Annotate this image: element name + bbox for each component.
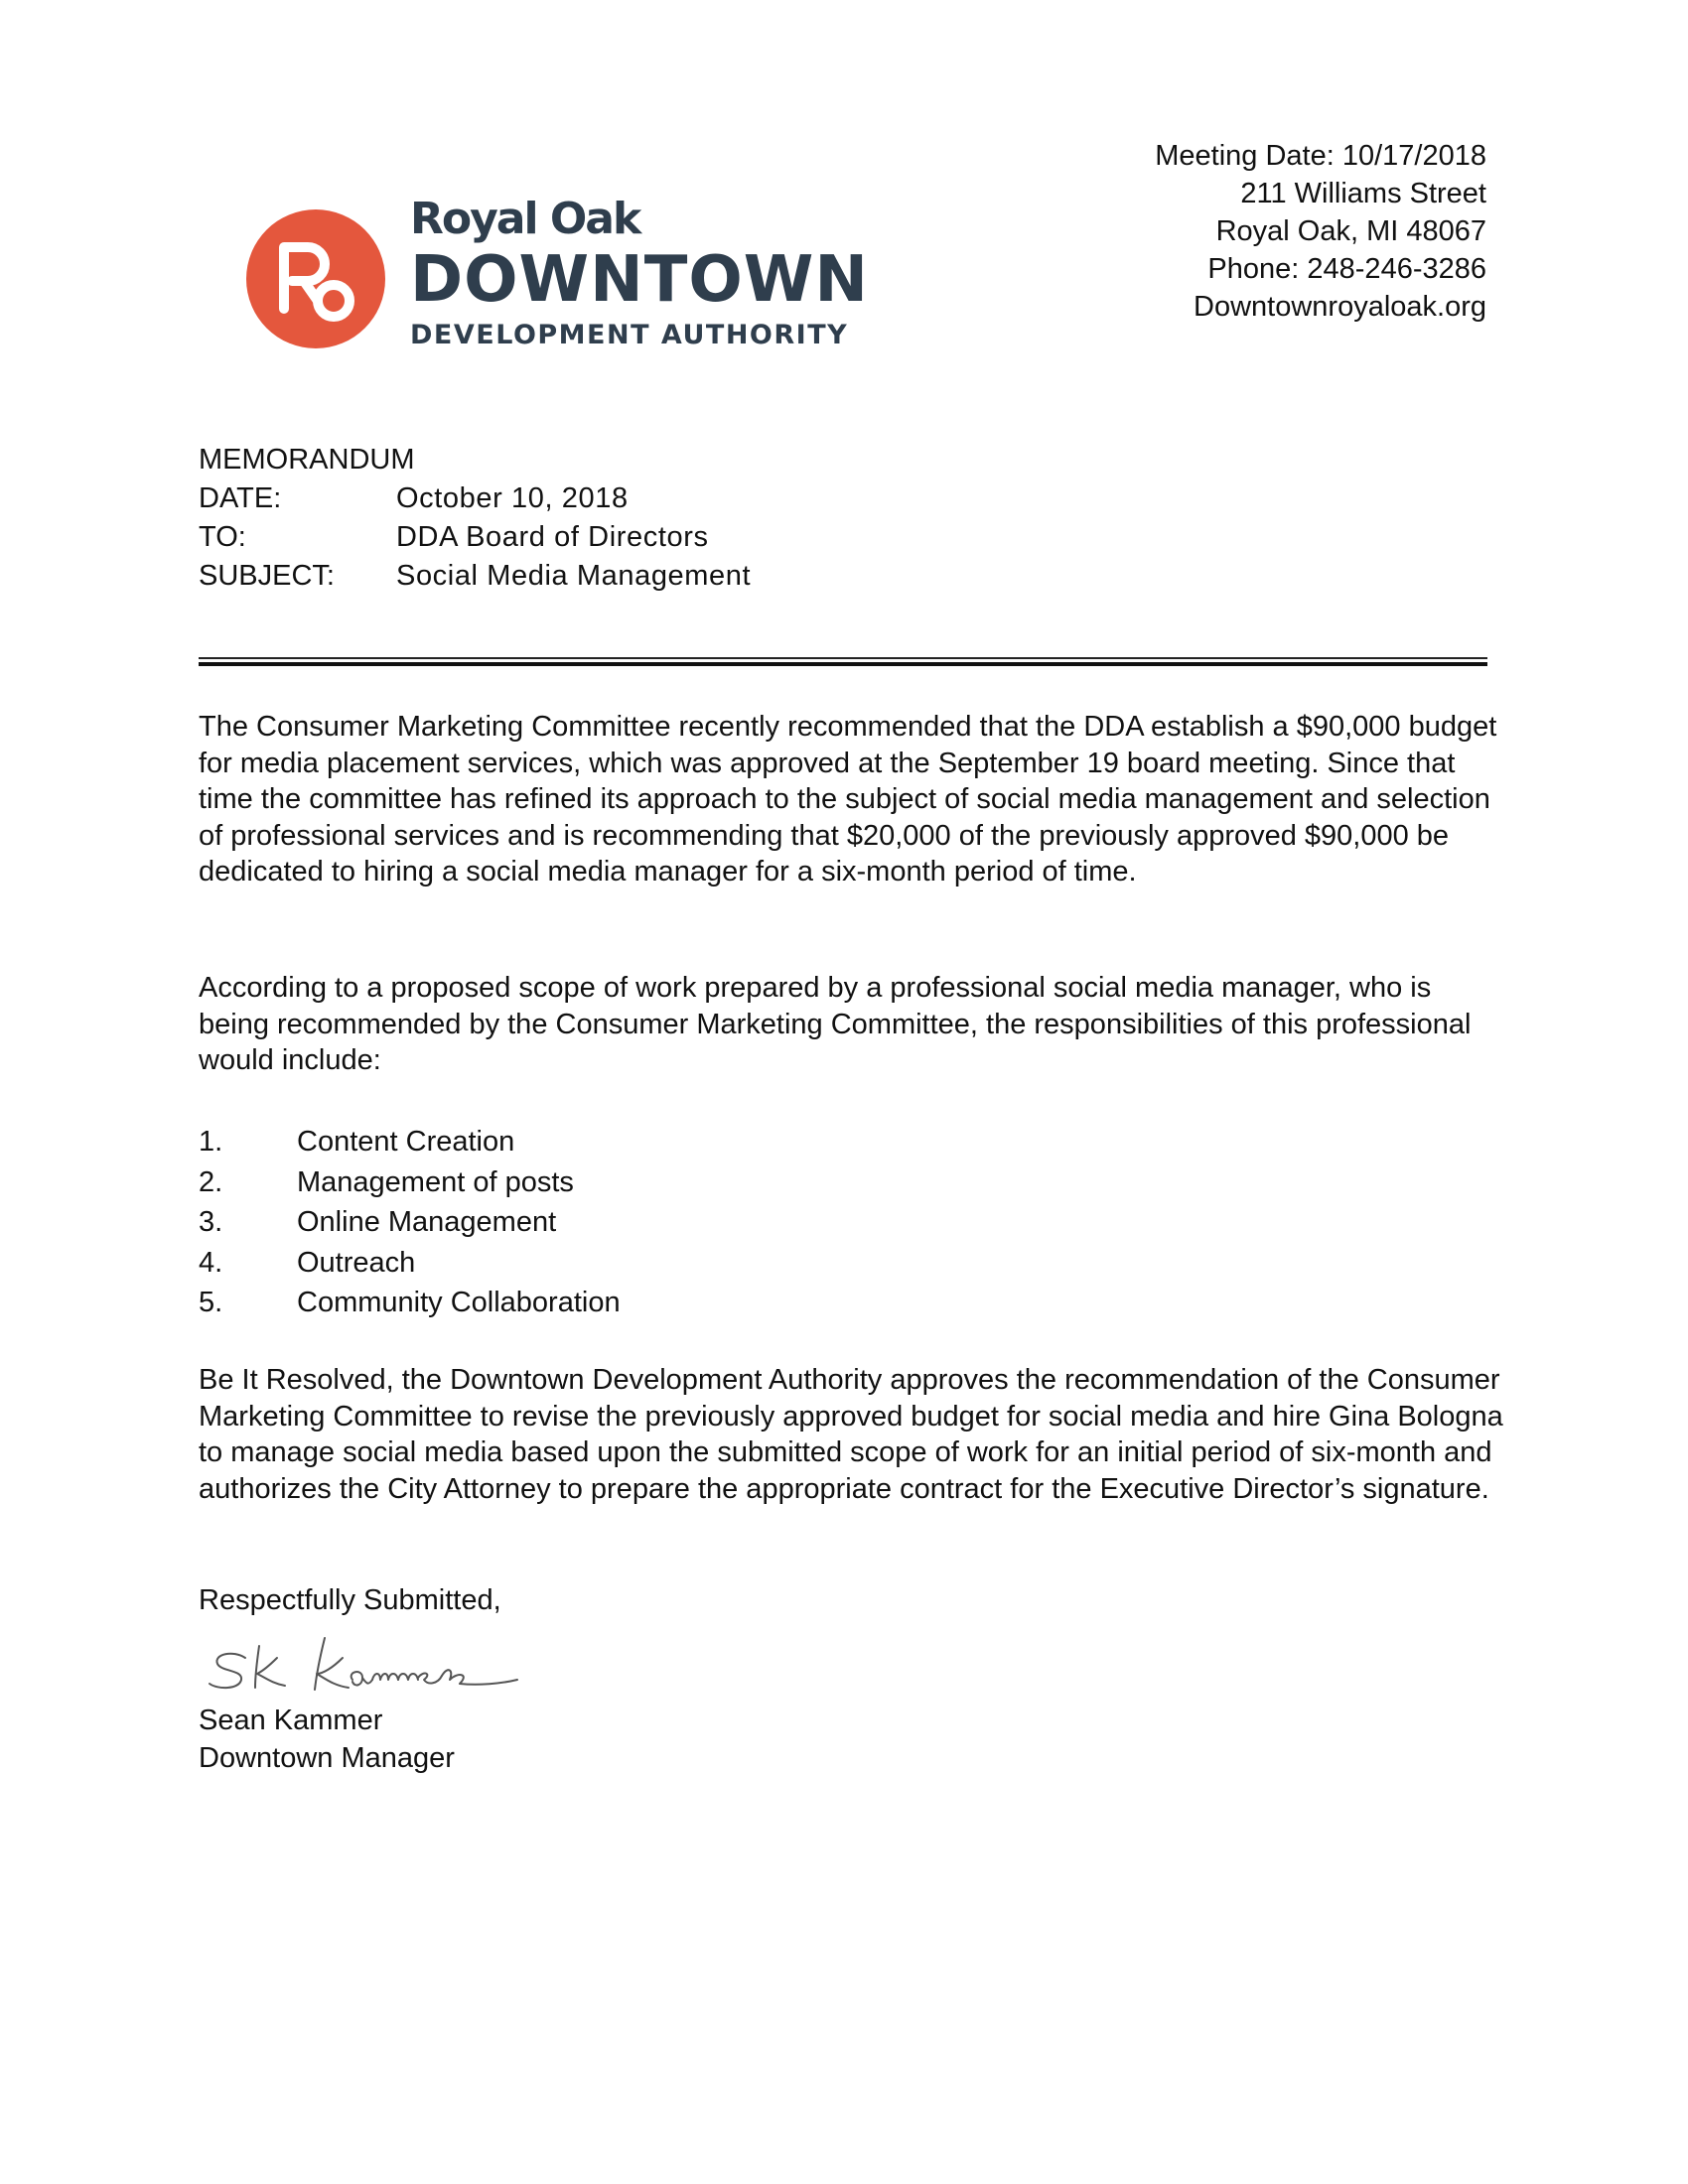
memo-date-label: DATE: <box>199 482 282 514</box>
list-item-text: Outreach <box>297 1246 416 1279</box>
list-item-number: 1. <box>199 1126 223 1158</box>
list-item-number: 3. <box>199 1206 223 1238</box>
responsibilities-list <box>199 1122 621 1323</box>
logo-wordmark <box>410 195 869 351</box>
list-item <box>199 1283 621 1323</box>
list-item <box>199 1243 621 1284</box>
divider-thin-line <box>199 657 1487 659</box>
signer-title: Downtown Manager <box>199 1742 455 1774</box>
memo-to-label: TO: <box>199 521 246 553</box>
phone-number: Phone: 248-246-3286 <box>1207 253 1486 285</box>
memo-date-row <box>199 479 751 518</box>
list-item <box>199 1122 621 1162</box>
paragraph-resolution: Be It Resolved, the Downtown Development Authority approves the recommendation of the Consumer Marketing Committee to revise the previously approved budget for social media and hire Gina Bologna to manage social media based upon the submitted scope of work for an initial period of six-month and authorizes the City Attorney to prepare the appropriate contract for the Executive Director’s signature. <box>199 1364 1503 1505</box>
list-item-text: Community Collaboration <box>297 1287 621 1318</box>
list-item-number: 5. <box>199 1287 223 1318</box>
city-state-zip: Royal Oak, MI 48067 <box>1215 215 1486 247</box>
signer-block <box>199 1702 455 1777</box>
website: Downtownroyaloak.org <box>1194 291 1486 323</box>
closing-salutation: Respectfully Submitted, <box>199 1584 501 1616</box>
list-item-text: Online Management <box>297 1206 557 1238</box>
logo-royal-oak: Royal Oak <box>410 194 640 244</box>
memo-date-value: October 10, 2018 <box>396 482 629 514</box>
contact-block <box>1155 137 1486 326</box>
paragraph-budget: The Consumer Marketing Committee recently recommended that the DDA establish a $90,000 budget for media placement services, which was approved at the September 19 board meeting. Since that time the committee has refined its approach to the subject of social media management and selection of professional services and is recommending that $20,000 of the previously approved $90,000 be dedicated to hiring a social media manager for a six-month period of time. <box>199 711 1497 887</box>
header-divider <box>199 657 1487 666</box>
dda-logo <box>246 194 869 363</box>
list-item-text: Content Creation <box>297 1126 515 1158</box>
list-item <box>199 1202 621 1243</box>
list-item-text: Management of posts <box>297 1165 574 1198</box>
street-address: 211 Williams Street <box>1240 178 1486 209</box>
logo-development-authority: DEVELOPMENT AUTHORITY <box>410 320 849 350</box>
ro-monogram-icon <box>246 209 385 348</box>
memo-subject-label: SUBJECT: <box>199 560 335 592</box>
memo-to-value: DDA Board of Directors <box>396 521 709 553</box>
handwritten-signature-icon <box>204 1628 521 1700</box>
logo-downtown: DOWNTOWN <box>410 243 869 317</box>
list-item-number: 4. <box>199 1246 223 1279</box>
paragraph-scope: According to a proposed scope of work prepared by a professional social media manager, who is being recommended by the Consumer Marketing Committee, the responsibilities of this professional would include: <box>199 972 1472 1076</box>
list-item <box>199 1162 621 1203</box>
memo-subject-row <box>199 557 751 596</box>
memo-heading: MEMORANDUM <box>199 444 415 476</box>
memo-to-row <box>199 518 751 557</box>
memo-header <box>199 441 751 596</box>
divider-thick-line <box>199 662 1487 666</box>
signer-name: Sean Kammer <box>199 1705 383 1736</box>
meeting-date: Meeting Date: 10/17/2018 <box>1155 140 1486 172</box>
memo-subject-value: Social Media Management <box>396 560 752 592</box>
list-item-number: 2. <box>199 1165 223 1198</box>
